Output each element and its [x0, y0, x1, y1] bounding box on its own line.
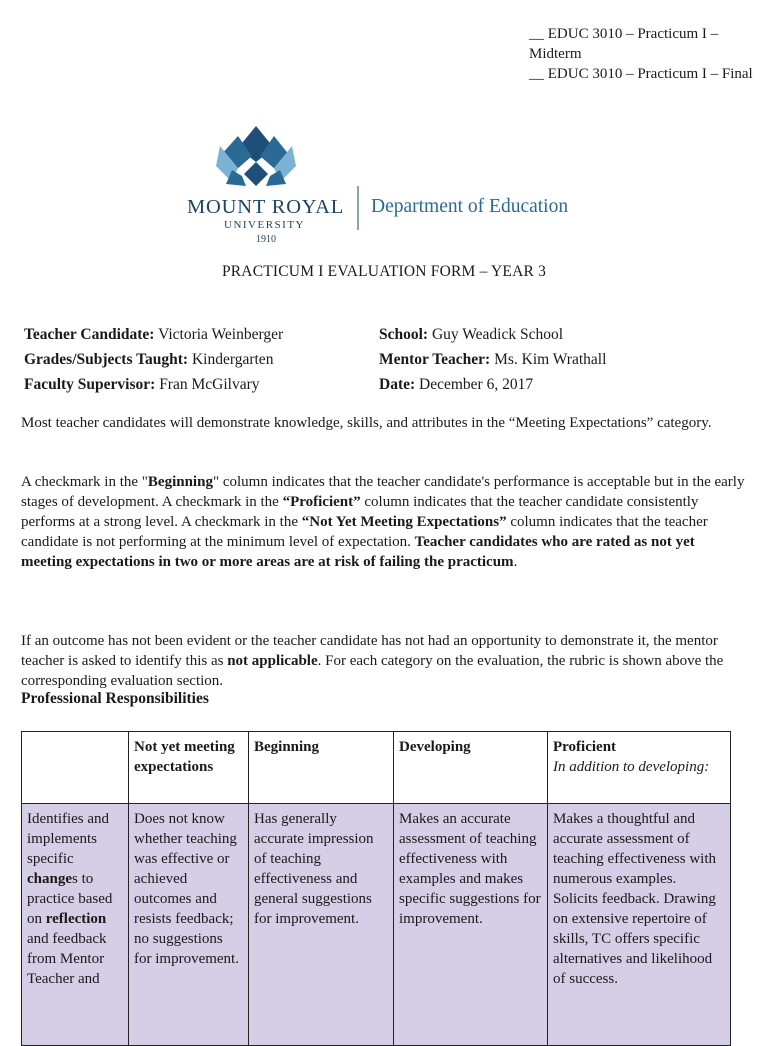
- intro-paragraph-2: A checkmark in the "Beginning" column indicates that the teacher candidate's performance is acceptable but in the early stages of development. A checkmark in the “Proficient” column indicates that the teacher candidate consistently performs at a strong level. A checkmark in the “Not Yet Meeting Expectations” column indicates that the teacher candidate is not performing at the minimum level of expectation. Teacher candidates who are rated as not yet meeting expectations in two or more areas are at risk of failing the practicum.: [21, 474, 745, 570]
- intro-paragraph-3: If an outcome has not been evident or the teacher candidate has not had an opportunity to demonstrate it, the mentor teacher is asked to identify this as not applicable. For each category on the evaluation, the rubric is shown above the corresponding evaluation section.: [21, 633, 724, 689]
- course-checklist: [529, 24, 754, 84]
- school-row: School: Guy Weadick School: [379, 326, 564, 343]
- leaf-mark-icon: [216, 126, 296, 186]
- cell-developing[interactable]: Makes an accurate assessment of teaching effectiveness with examples and makes specific suggestions for improvement.: [394, 804, 548, 1046]
- school-value: Guy Weadick School: [431, 326, 564, 343]
- teacher-candidate-value: Victoria Weinberger: [158, 326, 284, 343]
- mentor-row: Mentor Teacher: Ms. Kim Wrathall: [379, 351, 607, 368]
- header-beginning: Beginning: [249, 732, 394, 804]
- cell-proficient[interactable]: Makes a thoughtful and accurate assessment of teaching effectiveness with numerous examples. Solicits feedback. Drawing on extensive repertoire of skills, TC offers specific alternatives and likelihood of success.: [548, 804, 731, 1046]
- header-not-yet: Not yet meeting expectations: [129, 732, 249, 804]
- date-row: Date: December 6, 2017: [379, 376, 534, 393]
- form-title: PRACTICUM I EVALUATION FORM – YEAR 3: [221, 263, 547, 280]
- logo-wordmark: MOUNT ROYAL: [187, 196, 345, 218]
- row-criterion: Identifies and implements specific changes to practice based on reflection and feedback from Mentor Teacher and: [22, 804, 129, 1046]
- grades-row: Grades/Subjects Taught: Kindergarten: [24, 351, 274, 368]
- header-criterion: [22, 732, 129, 804]
- university-logo: [186, 126, 586, 246]
- proficient-note: In addition to developing:: [553, 759, 710, 775]
- course-option-midterm[interactable]: __ EDUC 3010 – Practicum I – Midterm: [529, 26, 719, 62]
- header-developing: Developing: [394, 732, 548, 804]
- course-option-final[interactable]: __ EDUC 3010 – Practicum I – Final: [529, 66, 753, 82]
- info-right: [379, 322, 606, 397]
- rubric-table: [21, 731, 731, 1046]
- rubric-header-row: [22, 732, 731, 804]
- teacher-candidate-row: Teacher Candidate: Victoria Weinberger: [24, 326, 284, 343]
- cell-not-yet[interactable]: Does not know whether teaching was effective or achieved outcomes and resists feedback; no suggestions for improvement.: [129, 804, 249, 1046]
- logo-department: Department of Education: [371, 196, 569, 217]
- intro-paragraph-1: Most teacher candidates will demonstrate knowledge, skills, and attributes in the “Meeting Expectations” category.: [21, 415, 712, 431]
- header-proficient: Proficient In addition to developing:: [548, 732, 731, 804]
- rubric-row: [22, 804, 731, 1046]
- cell-beginning[interactable]: Has generally accurate impression of teaching effectiveness and general suggestions for improvement.: [249, 804, 394, 1046]
- faculty-supervisor-row: Faculty Supervisor: Fran McGilvary: [24, 376, 260, 393]
- logo-year: 1910: [256, 234, 276, 245]
- info-left: [24, 322, 283, 397]
- grades-value: Kindergarten: [191, 351, 274, 368]
- date-value: December 6, 2017: [419, 376, 534, 393]
- section-title: Professional Responsibilities: [21, 690, 209, 707]
- faculty-supervisor-value: Fran McGilvary: [159, 376, 260, 393]
- logo-university: UNIVERSITY: [224, 219, 305, 231]
- mentor-value: Ms. Kim Wrathall: [494, 351, 607, 368]
